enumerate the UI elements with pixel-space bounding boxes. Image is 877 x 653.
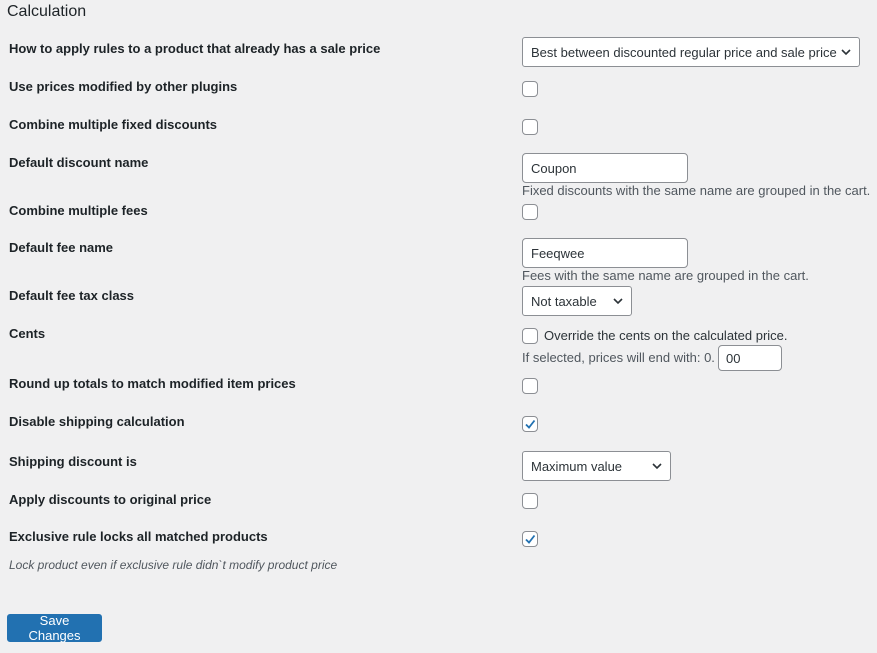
exclusive-rule-lock-note: Lock product even if exclusive rule didn`t modify product price: [9, 558, 338, 572]
sale-price-rule-label: How to apply rules to a product that already has a sale price: [9, 41, 381, 56]
chevron-down-icon: [611, 294, 625, 308]
shipping-discount-selected: Maximum value: [531, 458, 623, 474]
apply-original-price-label: Apply discounts to original price: [9, 492, 212, 507]
cents-label: Cents: [9, 326, 46, 341]
combine-fees-checkbox[interactable]: [522, 204, 538, 220]
default-discount-name-input[interactable]: [522, 153, 688, 183]
exclusive-rule-lock-label: Exclusive rule locks all matched products: [9, 529, 268, 544]
default-fee-name-input[interactable]: [522, 238, 688, 268]
combine-fees-label: Combine multiple fees: [9, 203, 148, 218]
combine-fixed-discounts-label: Combine multiple fixed discounts: [9, 117, 218, 132]
save-changes-button[interactable]: Save Changes: [7, 614, 102, 642]
shipping-discount-label: Shipping discount is: [9, 454, 137, 469]
cents-suffix-value: 00: [726, 350, 741, 366]
sale-price-rule-selected: Best between discounted regular price and sale price: [531, 44, 837, 60]
fee-name-description: Fees with the same name are grouped in the cart.: [522, 268, 809, 283]
round-up-totals-checkbox[interactable]: [522, 378, 538, 394]
default-fee-tax-class-select[interactable]: [522, 286, 632, 316]
default-fee-tax-class-label: Default fee tax class: [9, 288, 135, 303]
default-fee-tax-class-selected: Not taxable: [531, 293, 597, 309]
checkmark-icon: [523, 532, 537, 546]
default-fee-name-value: Feeqwee: [531, 245, 585, 261]
section-title: Calculation: [7, 3, 87, 20]
chevron-down-icon: [650, 459, 664, 473]
apply-original-price-checkbox[interactable]: [522, 493, 538, 509]
modified-prices-checkbox[interactable]: [522, 81, 538, 97]
disable-shipping-label: Disable shipping calculation: [9, 414, 185, 429]
cents-suffix-text: If selected, prices will end with: 0.: [522, 350, 715, 365]
default-discount-name-label: Default discount name: [9, 155, 149, 170]
shipping-discount-select[interactable]: [522, 451, 671, 481]
default-discount-name-value: Coupon: [531, 160, 577, 176]
override-cents-checkbox[interactable]: [522, 328, 538, 344]
round-up-totals-label: Round up totals to match modified item prices: [9, 376, 296, 391]
default-fee-name-label: Default fee name: [9, 240, 114, 255]
exclusive-rule-lock-checkbox[interactable]: [522, 531, 538, 547]
disable-shipping-checkbox[interactable]: [522, 416, 538, 432]
combine-fixed-discounts-checkbox[interactable]: [522, 119, 538, 135]
checkmark-icon: [523, 417, 537, 431]
cents-suffix-input[interactable]: [718, 345, 782, 371]
chevron-down-icon: [839, 45, 853, 59]
modified-prices-label: Use prices modified by other plugins: [9, 79, 238, 94]
sale-price-rule-select[interactable]: [522, 37, 860, 67]
override-cents-checkbox-label[interactable]: Override the cents on the calculated price.: [544, 328, 788, 343]
discount-name-description: Fixed discounts with the same name are grouped in the cart.: [522, 183, 871, 198]
